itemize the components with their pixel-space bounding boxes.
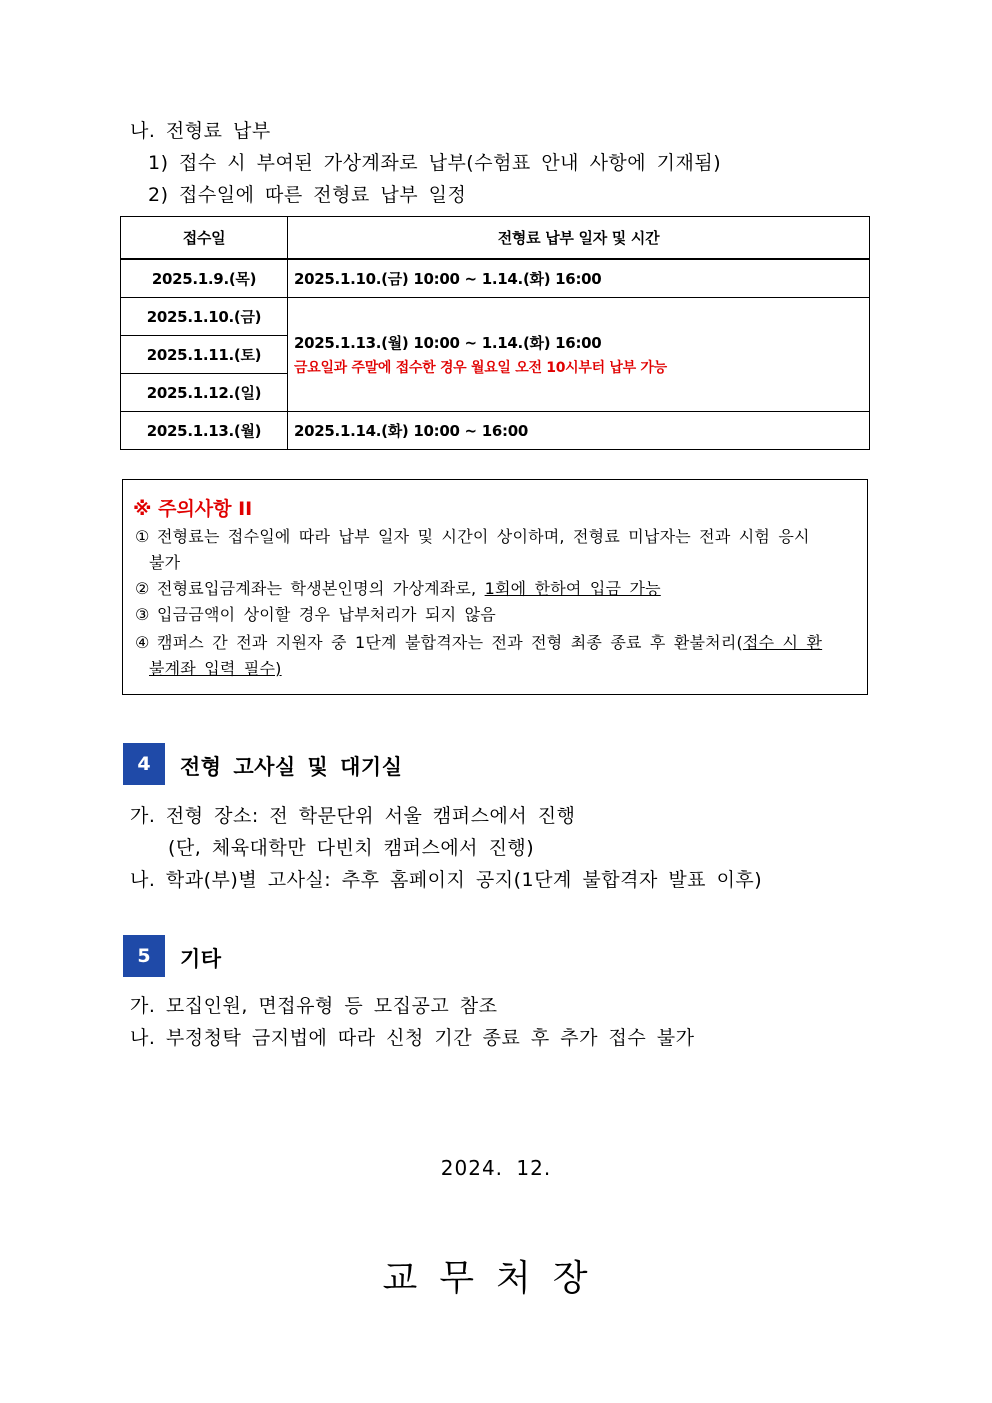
notice-item-4-line-2-underline: 불계좌 입력 필수) [149, 659, 282, 678]
fee-schedule-table [120, 216, 870, 450]
notice-item-3 [135, 602, 496, 628]
row-date: 2025.1.11.(토) [121, 336, 288, 374]
notice-item-1-line-2: 불가 [149, 553, 181, 572]
notice-item-1 [135, 524, 810, 576]
merged-time: 2025.1.13.(월) 10:00 ~ 1.14.(화) 16:00 [294, 334, 602, 352]
row-time: 2025.1.14.(화) 10:00 ~ 16:00 [288, 412, 870, 450]
issuer-signature: 교무처장 [382, 1258, 610, 1299]
section-4-line-3: 나. 학과(부)별 고사실: 추후 홈페이지 공지(1단계 불합격자 발표 이후) [130, 869, 763, 891]
col-header-date: 접수일 [121, 217, 288, 260]
section-5-number-badge: 5 [123, 935, 165, 977]
document-date: 2024. 12. [440, 1156, 552, 1180]
item-number: ② [135, 579, 150, 598]
fee-payment-item-1: 1) 접수 시 부여된 가상계좌로 납부(수험표 안내 사항에 기재됨) [148, 152, 722, 174]
table-header-row [121, 217, 870, 260]
table-row [121, 298, 870, 336]
row-date: 2025.1.10.(금) [121, 298, 288, 336]
notice-item-2-text: 전형료입금계좌는 학생본인명의 가상계좌로, [157, 579, 485, 598]
section-5-line-2: 나. 부정청탁 금지법에 따라 신청 기간 종료 후 추가 접수 불가 [130, 1027, 695, 1049]
row-date: 2025.1.12.(일) [121, 374, 288, 412]
row-date: 2025.1.13.(월) [121, 412, 288, 450]
notice-title: ※ 주의사항 II [133, 498, 253, 520]
fee-payment-item-2: 2) 접수일에 따른 전형료 납부 일정 [148, 184, 467, 206]
weekend-note: 금요일과 주말에 접수한 경우 월요일 오전 10시부터 납부 가능 [294, 360, 667, 376]
section-4-line-2: (단, 체육대학만 다빈치 캠퍼스에서 진행) [168, 837, 535, 859]
notice-item-4-line-1: 캠퍼스 간 전과 지원자 중 1단계 불합격자는 전과 전형 최종 종료 후 환불처리( [157, 633, 743, 652]
item-number: ③ [135, 605, 150, 624]
col-header-time: 전형료 납부 일자 및 시간 [288, 217, 870, 260]
row-time: 2025.1.10.(금) 10:00 ~ 1.14.(화) 16:00 [288, 259, 870, 298]
notice-item-4-line-1-underline: 접수 시 환 [742, 633, 823, 652]
notice-item-2 [135, 576, 661, 602]
table-row [121, 259, 870, 298]
notice-box [122, 479, 868, 695]
section-5-line-1: 가. 모집인원, 면접유형 등 모집공고 참조 [130, 995, 498, 1017]
notice-item-2-underline: 1회에 한하여 입금 가능 [484, 579, 661, 598]
notice-item-3-text: 입금금액이 상이할 경우 납부처리가 되지 않음 [157, 605, 496, 624]
item-number: ① [135, 527, 150, 546]
item-number: ④ [135, 633, 150, 652]
section-4-title: 전형 고사실 및 대기실 [180, 755, 403, 779]
table-row [121, 412, 870, 450]
notice-item-4 [135, 630, 822, 682]
notice-item-1-line-1: 전형료는 접수일에 따라 납부 일자 및 시간이 상이하며, 전형료 미납자는 전과 시험 응시 [157, 527, 810, 546]
section-4-number-badge: 4 [123, 743, 165, 785]
section-4-line-1: 가. 전형 장소: 전 학문단위 서울 캠퍼스에서 진행 [130, 805, 576, 827]
fee-payment-heading: 나. 전형료 납부 [130, 120, 271, 142]
section-5-title: 기타 [180, 947, 222, 971]
row-date: 2025.1.9.(목) [121, 259, 288, 298]
merged-time-cell [288, 298, 870, 412]
